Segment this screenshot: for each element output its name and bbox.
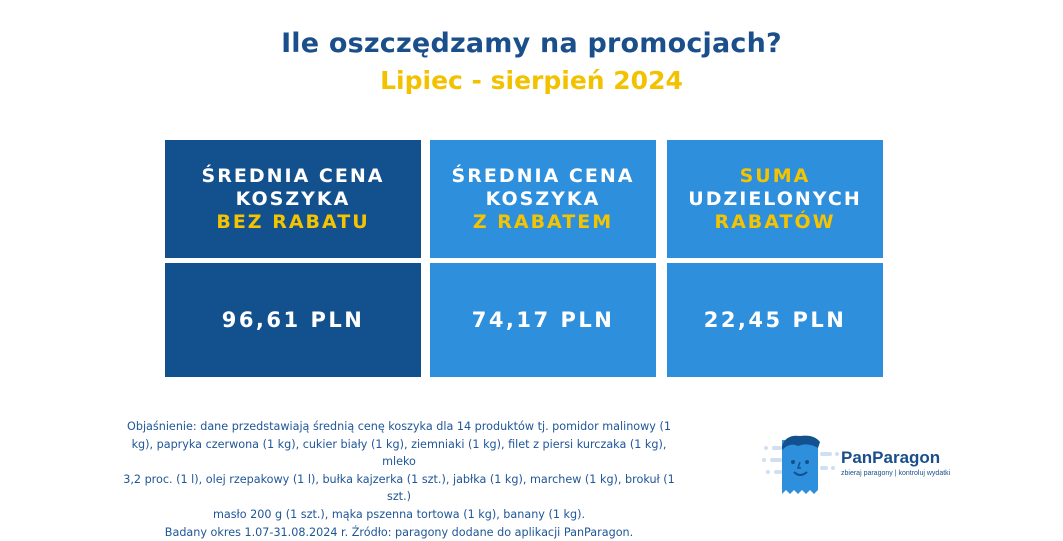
header-highlight: SUMA <box>739 164 811 187</box>
value-text: 22,45 PLN <box>703 308 847 332</box>
header-highlight: Z RABATEM <box>472 210 614 233</box>
header-line: KOSZYKA <box>485 187 601 210</box>
footnote <box>120 418 678 541</box>
value-cell-with-discount <box>430 263 656 377</box>
footnote-line: Objaśnienie: dane przedstawiają średnią cenę koszyka dla 14 produktów tj. pomidor malinowy (1 <box>127 420 671 433</box>
footnote-line: masło 200 g (1 szt.), mąka pszenna tortowa (1 kg), banany (1 kg). <box>212 507 586 521</box>
footnote-line: kg), papryka czerwona (1 kg), cukier biały (1 kg), ziemniaki (1 kg), filet z piersi kurczaka (1 kg), mleko <box>131 437 667 469</box>
footnote-line: 3,2 proc. (1 l), olej rzepakowy (1 l), bułka kajzerka (1 szt.), jabłka (1 kg), marchew (1 kg), brokuł (1 szt.) <box>123 472 675 504</box>
page-title: Ile oszczędzamy na promocjach? <box>281 28 782 59</box>
header-line: ŚREDNIA CENA <box>451 164 635 187</box>
value-text: 74,17 PLN <box>471 308 615 332</box>
header-highlight: BEZ RABATU <box>216 210 370 233</box>
header-cell-total-discounts <box>667 140 883 258</box>
value-cell-no-discount <box>165 263 421 377</box>
header-cell-no-discount <box>165 140 421 258</box>
value-cell-total-discounts <box>667 263 883 377</box>
header-line: KOSZYKA <box>235 187 351 210</box>
brand-name: PanParagon <box>841 448 941 467</box>
header-highlight: RABATÓW <box>714 210 836 233</box>
brand-tagline: zbieraj paragony | kontroluj wydatki <box>841 470 951 477</box>
header-line: UDZIELONYCH <box>688 187 862 210</box>
footnote-line: Badany okres 1.07-31.08.2024 r. Źródło: paragony dodane do aplikacji PanParagon. <box>164 525 634 539</box>
value-text: 96,61 PLN <box>221 308 365 332</box>
header-cell-with-discount <box>430 140 656 258</box>
header-line: ŚREDNIA CENA <box>201 164 385 187</box>
page-subtitle: Lipiec - sierpień 2024 <box>380 66 683 95</box>
